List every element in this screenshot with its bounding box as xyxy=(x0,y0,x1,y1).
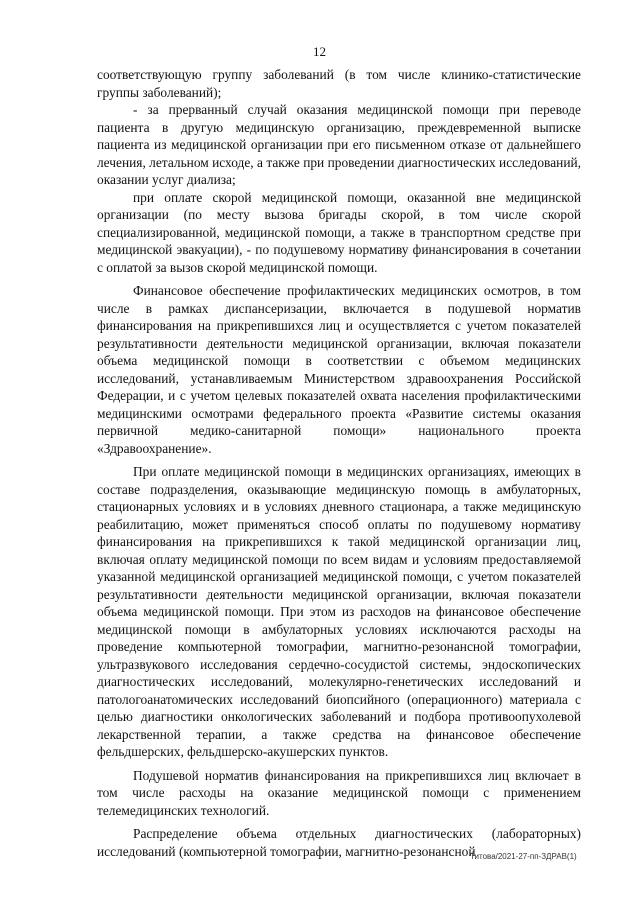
paragraph-1: соответствующую группу заболеваний (в том числе клинико-статистические группы заболеваний); xyxy=(97,67,581,100)
document-footer-code: Титова/2021-27-пп-ЗДРАВ(1) xyxy=(470,852,577,861)
paragraph-7: Распределение объема отдельных диагностических (лабораторных) исследований (компьютерной томографии, магнитно-резонансной xyxy=(97,826,581,859)
page-number: 12 xyxy=(313,44,326,59)
paragraph-6: Подушевой норматив финансирования на прикрепившихся лиц включает в том числе расходы на оказание медицинской помощи с применением телемедицинских технологий. xyxy=(97,767,581,818)
document-body xyxy=(97,66,581,860)
paragraph-3: при оплате скорой медицинской помощи, оказанной вне медицинской организации (по месту вызова бригады скорой, в том числе скорой специализированной, медицинской помощи, а также в транспортном средстве при медицинской эвакуации), - по подушевому нормативу финансирования в сочетании с оплатой за вызов скорой медицинской помощи. xyxy=(97,189,581,275)
paragraph-4: Финансовое обеспечение профилактических медицинских осмотров, в том числе в рамках диспансеризации, включается в подушевой норматив финансирования на прикрепившихся лиц и осуществляется с учетом показателей результативности деятельности медицинской организации, включая показатели объема медицинской помощи в соответствии с объемом медицинских исследований, устанавливаемым Министерством здравоохранения Российской Федерации, и с учетом целевых показателей охвата населения профилактическими медицинскими осмотрами федерального проекта «Развитие системы оказания первичной медико-санитарной помощи» национального проекта «Здравоохранение». xyxy=(97,283,581,456)
paragraph-2: - за прерванный случай оказания медицинской помощи при переводе пациента в другую медицинскую организацию, преждевременной выписке пациента из медицинской организации при его письменном отказе от дальнейшего лечения, летальном исходе, а также при проведении диагностических исследований, оказании услуг диализа; xyxy=(97,102,581,187)
paragraph-5: При оплате медицинской помощи в медицинских организациях, имеющих в составе подразделения, оказывающие медицинскую помощь в амбулаторных, стационарных условиях и в условиях дневного стационара, а также медицинскую реабилитацию, может применяться способ оплаты по подушевому нормативу финансирования на прикрепившихся к такой медицинской организации лиц, включая оплату медицинской помощи по всем видам и условиям предоставляемой указанной медицинской организацией медицинской помощи, с учетом показателей результативности деятельности медицинской организации, включая показатели объема медицинской помощи. При этом из расходов на финансовое обеспечение медицинской помощи в амбулаторных условиях исключаются расходы на проведение компьютерной томографии, магнитно-резонансной томографии, ультразвукового исследования сердечно-сосудистой системы, эндоскопических диагностических исследований, молекулярно-генетических исследований и патологоанатомических исследований биопсийного (операционного) материала с целью диагностики онкологических заболеваний и подбора противоопухолевой лекарственной терапии, а также средства на финансовое обеспечение фельдшерских, фельдшерско-акушерских пунктов. xyxy=(97,464,581,759)
